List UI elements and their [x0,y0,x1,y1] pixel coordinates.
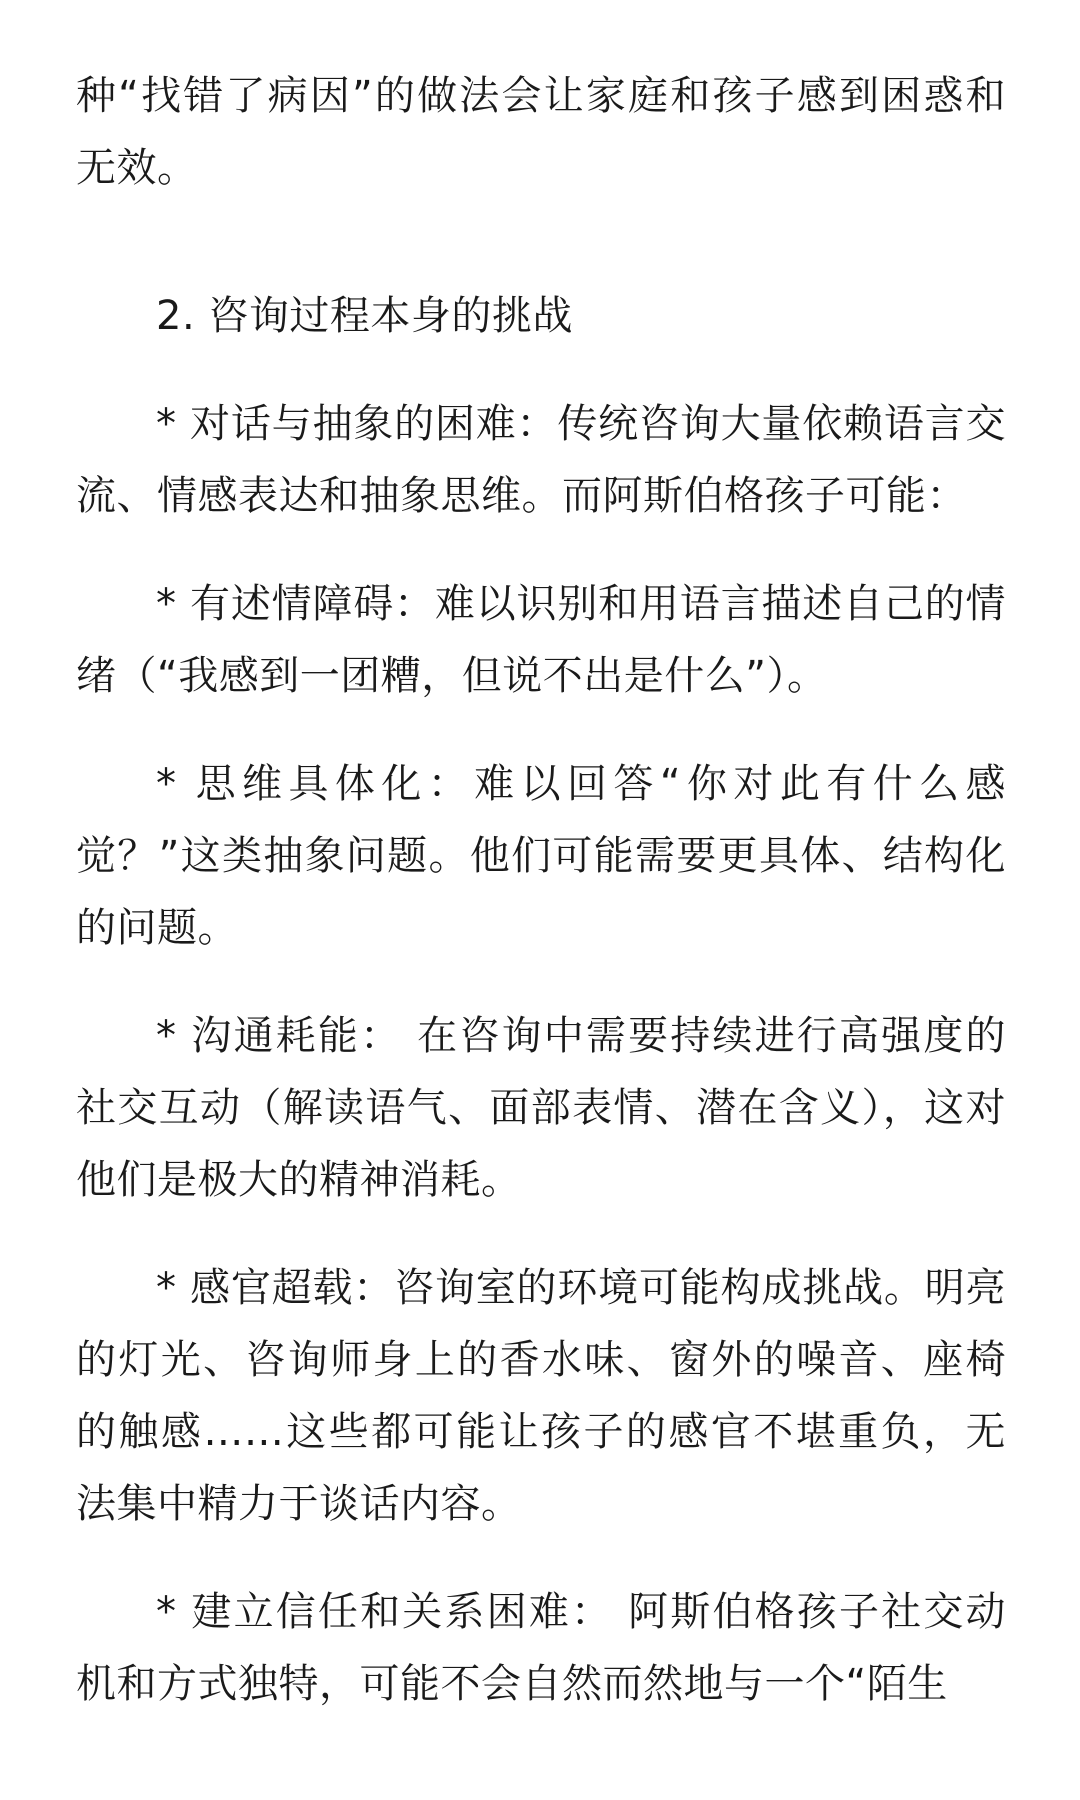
section-heading: 2. 咨询过程本身的挑战 [156,293,573,339]
paragraph-bullet-trust: * 建立信任和关系困难： 阿斯伯格孩子社交动机和方式独特，可能不会自然而然地与一个“陌生 [76,1589,1006,1707]
paragraph-bullet-sensory-overload: * 感官超载：咨询室的环境可能构成挑战。明亮的灯光、咨询师身上的香水味、窗外的噪音、座椅的触感……这些都可能让孩子的感官不堪重负，无法集中精力于谈话内容。 [76,1265,1006,1527]
paragraph-bullet-concrete-thinking: * 思维具体化：难以回答“你对此有什么感觉？”这类抽象问题。他们可能需要更具体、结构化的问题。 [76,761,1006,951]
paragraph-bullet-dialogue: * 对话与抽象的困难：传统咨询大量依赖语言交流、情感表达和抽象思维。而阿斯伯格孩子可能： [76,401,1006,519]
paragraph-bullet-communication-cost: * 沟通耗能： 在咨询中需要持续进行高强度的社交互动（解读语气、面部表情、潜在含义），这对他们是极大的精神消耗。 [76,1013,1006,1203]
paragraph-intro: 种“找错了病因”的做法会让家庭和孩子感到困惑和无效。 [76,73,1006,191]
article-body [76,60,1006,1720]
paragraph-bullet-alexithymia: * 有述情障碍：难以识别和用语言描述自己的情绪（“我感到一团糟，但说不出是什么”）。 [76,581,1006,699]
